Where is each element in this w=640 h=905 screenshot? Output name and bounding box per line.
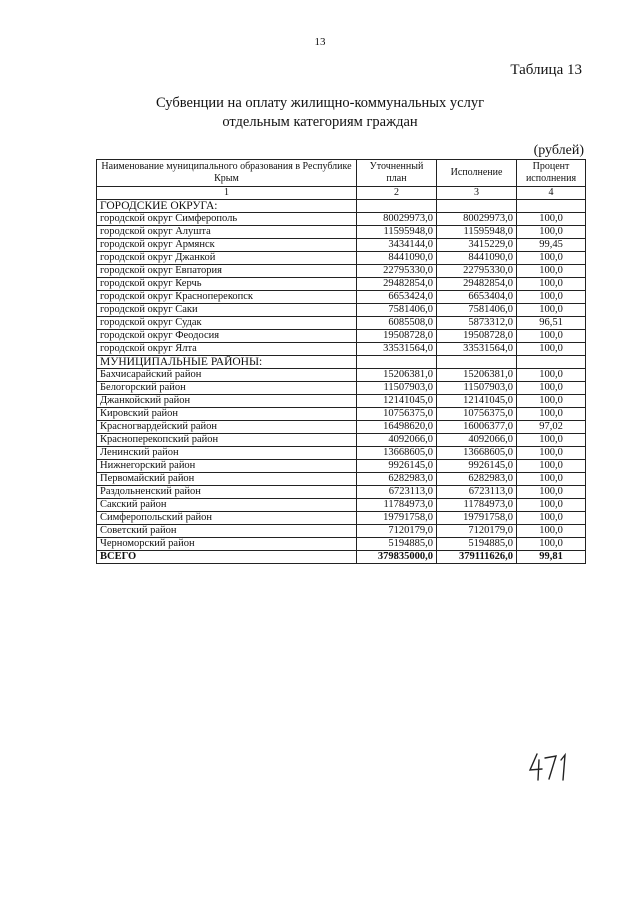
cell-percent: 100,0 <box>517 408 586 421</box>
cell-execution: 11507903,0 <box>437 382 517 395</box>
cell-name: городской округ Судак <box>97 317 357 330</box>
column-number-4: 4 <box>517 187 586 200</box>
section-title-districts: МУНИЦИПАЛЬНЫЕ РАЙОНЫ: <box>97 356 357 369</box>
district-row <box>97 499 586 512</box>
cell-percent: 100,0 <box>517 499 586 512</box>
cell-name: городской округ Евпатория <box>97 265 357 278</box>
cell-execution: 10756375,0 <box>437 408 517 421</box>
column-number-row <box>97 187 586 200</box>
cell-execution: 6653404,0 <box>437 291 517 304</box>
cell-percent: 100,0 <box>517 512 586 525</box>
cell-name: городской округ Симферополь <box>97 213 357 226</box>
cell-execution: 16006377,0 <box>437 421 517 434</box>
cell-name: Черноморский район <box>97 538 357 551</box>
cell-plan: 6085508,0 <box>357 317 437 330</box>
city-row <box>97 265 586 278</box>
title-line-1: Субвенции на оплату жилищно-коммунальных услуг <box>155 95 485 111</box>
city-row <box>97 278 586 291</box>
cell-plan: 3434144,0 <box>357 239 437 252</box>
cell-plan: 9926145,0 <box>357 460 437 473</box>
cell-percent: 100,0 <box>517 330 586 343</box>
header-name: Наименование муниципального образования в Республике Крым <box>97 160 357 187</box>
cell-execution: 11595948,0 <box>437 226 517 239</box>
total-plan: 379835000,0 <box>357 551 437 564</box>
cell-plan: 13668605,0 <box>357 447 437 460</box>
cell-execution: 13668605,0 <box>437 447 517 460</box>
cell-execution: 7120179,0 <box>437 525 517 538</box>
cell-percent: 97,02 <box>517 421 586 434</box>
cell-execution: 3415229,0 <box>437 239 517 252</box>
cell-plan: 33531564,0 <box>357 343 437 356</box>
cell-execution: 8441090,0 <box>437 252 517 265</box>
cell-name: Раздольненский район <box>97 486 357 499</box>
cell-plan: 6653424,0 <box>357 291 437 304</box>
cell-name: городской округ Ялта <box>97 343 357 356</box>
cell-name: Советский район <box>97 525 357 538</box>
cell-name: Бахчисарайский район <box>97 369 357 382</box>
cell-name: городской округ Саки <box>97 304 357 317</box>
cell-name: Красноперекопский район <box>97 434 357 447</box>
cell-plan: 80029973,0 <box>357 213 437 226</box>
district-row <box>97 460 586 473</box>
header-plan: Уточненный план <box>357 160 437 187</box>
cell-name: городской округ Алушта <box>97 226 357 239</box>
handwritten-page-mark <box>528 752 572 782</box>
district-row <box>97 512 586 525</box>
cell-execution: 7581406,0 <box>437 304 517 317</box>
cell-execution: 5194885,0 <box>437 538 517 551</box>
subventions-table <box>96 159 586 564</box>
cell-name: Красногвардейский район <box>97 421 357 434</box>
district-row <box>97 486 586 499</box>
cell-percent: 100,0 <box>517 395 586 408</box>
district-row <box>97 421 586 434</box>
cell-execution: 9926145,0 <box>437 460 517 473</box>
document-title <box>0 94 640 132</box>
city-row <box>97 252 586 265</box>
cell-plan: 6282983,0 <box>357 473 437 486</box>
cell-execution: 29482854,0 <box>437 278 517 291</box>
table-label: Таблица 13 <box>510 62 582 78</box>
cell-percent: 100,0 <box>517 525 586 538</box>
cell-percent: 100,0 <box>517 278 586 291</box>
total-percent: 99,81 <box>517 551 586 564</box>
cell-plan: 5194885,0 <box>357 538 437 551</box>
district-row <box>97 473 586 486</box>
cell-percent: 100,0 <box>517 382 586 395</box>
city-row <box>97 226 586 239</box>
page-number: 13 <box>314 36 326 48</box>
cell-execution: 12141045,0 <box>437 395 517 408</box>
cell-execution: 80029973,0 <box>437 213 517 226</box>
cell-name: Симферопольский район <box>97 512 357 525</box>
cell-plan: 16498620,0 <box>357 421 437 434</box>
cell-name: Нижнегорский район <box>97 460 357 473</box>
column-number-2: 2 <box>357 187 437 200</box>
cell-name: Ленинский район <box>97 447 357 460</box>
city-row <box>97 304 586 317</box>
cell-name: Сакский район <box>97 499 357 512</box>
cell-plan: 29482854,0 <box>357 278 437 291</box>
section-row-cities <box>97 200 586 213</box>
cell-percent: 100,0 <box>517 369 586 382</box>
district-row <box>97 525 586 538</box>
cell-plan: 10756375,0 <box>357 408 437 421</box>
cell-execution: 11784973,0 <box>437 499 517 512</box>
cell-execution: 15206381,0 <box>437 369 517 382</box>
cell-plan: 11507903,0 <box>357 382 437 395</box>
cell-plan: 19791758,0 <box>357 512 437 525</box>
cell-percent: 100,0 <box>517 265 586 278</box>
cell-name: городской округ Феодосия <box>97 330 357 343</box>
cell-execution: 19508728,0 <box>437 330 517 343</box>
header-percent: Процент исполнения <box>517 160 586 187</box>
total-execution: 379111626,0 <box>437 551 517 564</box>
cell-percent: 100,0 <box>517 252 586 265</box>
cell-plan: 12141045,0 <box>357 395 437 408</box>
cell-execution: 6282983,0 <box>437 473 517 486</box>
cell-percent: 100,0 <box>517 486 586 499</box>
column-number-3: 3 <box>437 187 517 200</box>
cell-percent: 99,45 <box>517 239 586 252</box>
cell-name: городской округ Армянск <box>97 239 357 252</box>
column-number-1: 1 <box>97 187 357 200</box>
cell-percent: 100,0 <box>517 291 586 304</box>
district-row <box>97 408 586 421</box>
city-row <box>97 330 586 343</box>
unit-label: (рублей) <box>533 143 584 158</box>
city-row <box>97 213 586 226</box>
cell-percent: 100,0 <box>517 447 586 460</box>
cell-percent: 100,0 <box>517 473 586 486</box>
cell-plan: 7120179,0 <box>357 525 437 538</box>
total-row <box>97 551 586 564</box>
header-row <box>97 160 586 187</box>
cell-percent: 100,0 <box>517 304 586 317</box>
district-row <box>97 395 586 408</box>
cell-name: Белогорский район <box>97 382 357 395</box>
city-row <box>97 343 586 356</box>
cell-name: Кировский район <box>97 408 357 421</box>
district-row <box>97 434 586 447</box>
cell-plan: 11784973,0 <box>357 499 437 512</box>
district-row <box>97 369 586 382</box>
cell-name: Первомайский район <box>97 473 357 486</box>
cell-percent: 100,0 <box>517 538 586 551</box>
cell-percent: 100,0 <box>517 460 586 473</box>
title-line-2: отдельным категориям граждан <box>222 114 418 130</box>
city-row <box>97 239 586 252</box>
cell-plan: 6723113,0 <box>357 486 437 499</box>
district-row <box>97 447 586 460</box>
cell-percent: 96,51 <box>517 317 586 330</box>
header-execution: Исполнение <box>437 160 517 187</box>
cell-percent: 100,0 <box>517 226 586 239</box>
cell-execution: 22795330,0 <box>437 265 517 278</box>
city-row <box>97 317 586 330</box>
cell-execution: 6723113,0 <box>437 486 517 499</box>
district-row <box>97 538 586 551</box>
cell-percent: 100,0 <box>517 213 586 226</box>
cell-plan: 4092066,0 <box>357 434 437 447</box>
cell-name: городской округ Красноперекопск <box>97 291 357 304</box>
cell-execution: 4092066,0 <box>437 434 517 447</box>
section-title-cities: ГОРОДСКИЕ ОКРУГА: <box>97 200 357 213</box>
cell-plan: 7581406,0 <box>357 304 437 317</box>
section-row-districts <box>97 356 586 369</box>
cell-plan: 19508728,0 <box>357 330 437 343</box>
city-row <box>97 291 586 304</box>
cell-execution: 19791758,0 <box>437 512 517 525</box>
cell-name: Джанкойский район <box>97 395 357 408</box>
cell-plan: 22795330,0 <box>357 265 437 278</box>
total-label: ВСЕГО <box>97 551 357 564</box>
cell-execution: 5873312,0 <box>437 317 517 330</box>
cell-name: городской округ Керчь <box>97 278 357 291</box>
district-row <box>97 382 586 395</box>
cell-plan: 15206381,0 <box>357 369 437 382</box>
cell-plan: 8441090,0 <box>357 252 437 265</box>
cell-plan: 11595948,0 <box>357 226 437 239</box>
cell-percent: 100,0 <box>517 434 586 447</box>
cell-execution: 33531564,0 <box>437 343 517 356</box>
cell-percent: 100,0 <box>517 343 586 356</box>
cell-name: городской округ Джанкой <box>97 252 357 265</box>
